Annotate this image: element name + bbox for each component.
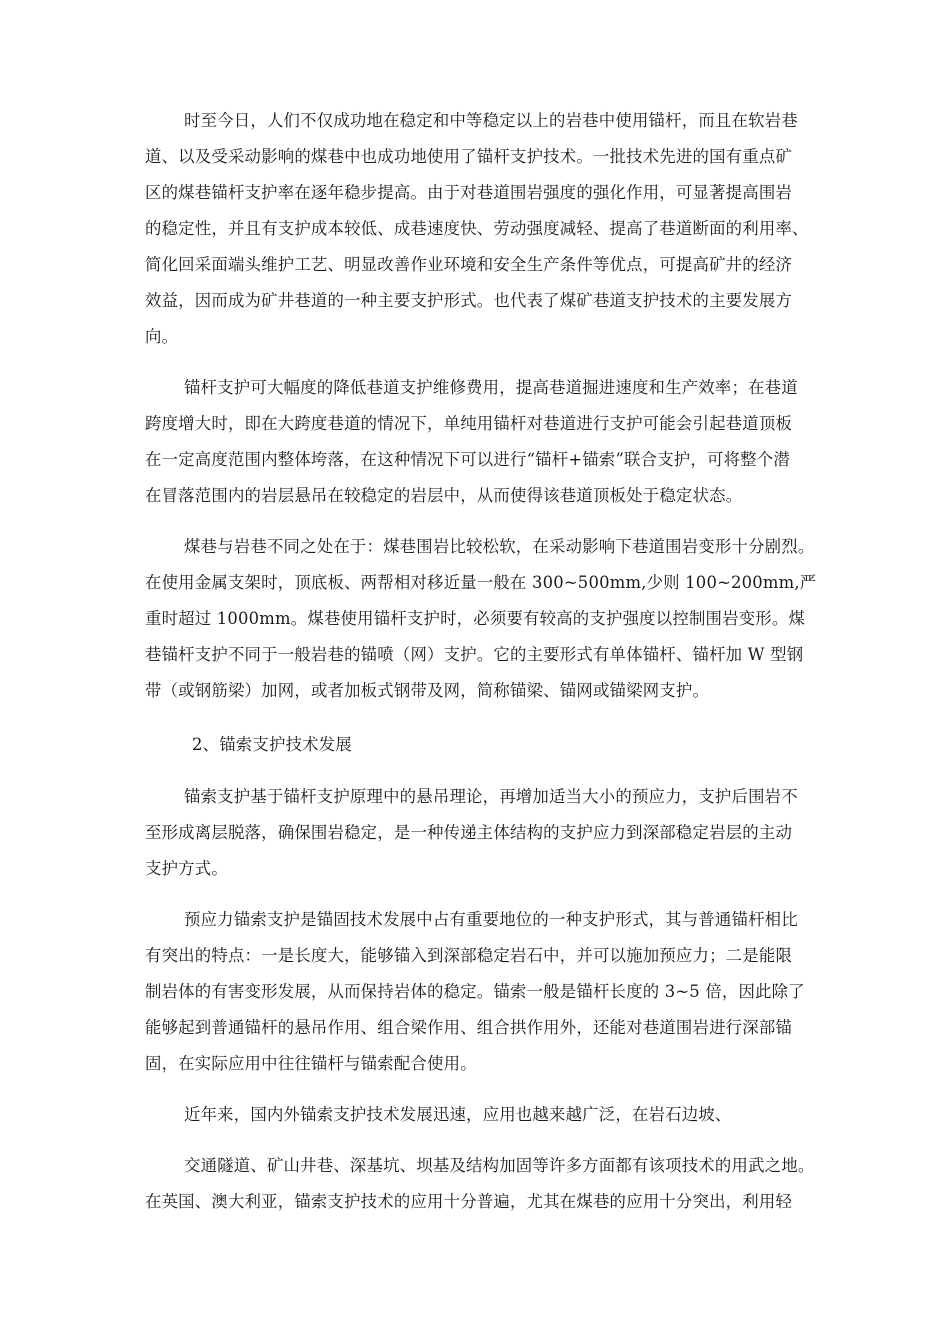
paragraph-line: 在使用金属支架时，顶底板、两帮相对移近量一般在 300~500mm,少则 100~200mm,严 (145, 573, 817, 592)
paragraph-line: 能够起到普通锚杆的悬吊作用、组合梁作用、组合拱作用外，还能对巷道围岩进行深部锚 (145, 1018, 793, 1037)
paragraph-line: 近年来，国内外锚索支护技术发展迅速，应用也越来越广泛，在岩石边坡、 (184, 1105, 732, 1124)
paragraph-line: 固，在实际应用中往往锚杆与锚索配合使用。 (145, 1054, 477, 1073)
paragraph-line: 巷锚杆支护不同于一般岩巷的锚喷（网）支护。它的主要形式有单体锚杆、锚杆加 W 型钢 (145, 645, 804, 664)
paragraph-line: 至形成离层脱落，确保围岩稳定，是一种传递主体结构的支护应力到深部稳定岩层的主动 (145, 823, 793, 842)
paragraph-line: 交通隧道、矿山井巷、深基坑、坝基及结构加固等许多方面都有该项技术的用武之地。 (184, 1156, 815, 1175)
paragraph-line: 煤巷与岩巷不同之处在于：煤巷围岩比较松软，在采动影响下巷道围岩变形十分剧烈。 (184, 537, 815, 556)
paragraph-line: 在一定高度范围内整体垮落，在这种情况下可以进行“锚杆+锚索”联合支护，可将整个潜 (145, 450, 790, 469)
paragraph-line: 在冒落范围内的岩层悬吊在较稳定的岩层中，从而使得该巷道顶板处于稳定状态。 (145, 486, 743, 505)
paragraph-line: 向。 (145, 327, 179, 346)
paragraph-line: 制岩体的有害变形发展，从而保持岩体的稳定。锚索一般是锚杆长度的 3~5 倍，因此除了 (145, 982, 805, 1001)
paragraph-line: 时至今日，人们不仅成功地在稳定和中等稳定以上的岩巷中使用锚杆，而且在软岩巷 (184, 111, 798, 130)
paragraph-line: 在英国、澳大利亚，锚索支护技术的应用十分普遍，尤其在煤巷的应用十分突出，利用轻 (145, 1192, 793, 1211)
paragraph-line: 锚杆支护可大幅度的降低巷道支护维修费用，提高巷道掘进速度和生产效率；在巷道 (184, 378, 798, 397)
paragraph-line: 区的煤巷锚杆支护率在逐年稳步提高。由于对巷道围岩强度的强化作用，可显著提高围岩 (145, 183, 793, 202)
paragraph-line: 的稳定性，并且有支护成本较低、成巷速度快、劳动强度减轻、提高了巷道断面的利用率、 (145, 219, 809, 238)
paragraph-line: 重时超过 1000mm。煤巷使用锚杆支护时，必须要有较高的支护强度以控制围岩变形。煤 (145, 609, 806, 628)
paragraph-line: 支护方式。 (145, 859, 228, 878)
paragraph-line: 简化回采面端头维护工艺、明显改善作业环境和安全生产条件等优点，可提高矿井的经济 (145, 255, 793, 274)
paragraph-line: 效益，因而成为矿井巷道的一种主要支护形式。也代表了煤矿巷道支护技术的主要发展方 (145, 291, 793, 310)
paragraph-line: 有突出的特点：一是长度大，能够锚入到深部稳定岩石中，并可以施加预应力；二是能限 (145, 946, 793, 965)
paragraph-line: 道、以及受采动影响的煤巷中也成功地使用了锚杆支护技术。一批技术先进的国有重点矿 (145, 147, 793, 166)
paragraph-line: 跨度增大时，即在大跨度巷道的情况下，单纯用锚杆对巷道进行支护可能会引起巷道顶板 (145, 414, 793, 433)
paragraph-line: 锚索支护基于锚杆支护原理中的悬吊理论，再增加适当大小的预应力，支护后围岩不 (184, 787, 798, 806)
section-heading: 2、锚索支护技术发展 (192, 735, 352, 754)
paragraph-line: 带（或钢筋梁）加网，或者加板式钢带及网，简称锚梁、锚网或锚梁网支护。 (145, 681, 710, 700)
paragraph-line: 预应力锚索支护是锚固技术发展中占有重要地位的一种支护形式，其与普通锚杆相比 (184, 910, 798, 929)
